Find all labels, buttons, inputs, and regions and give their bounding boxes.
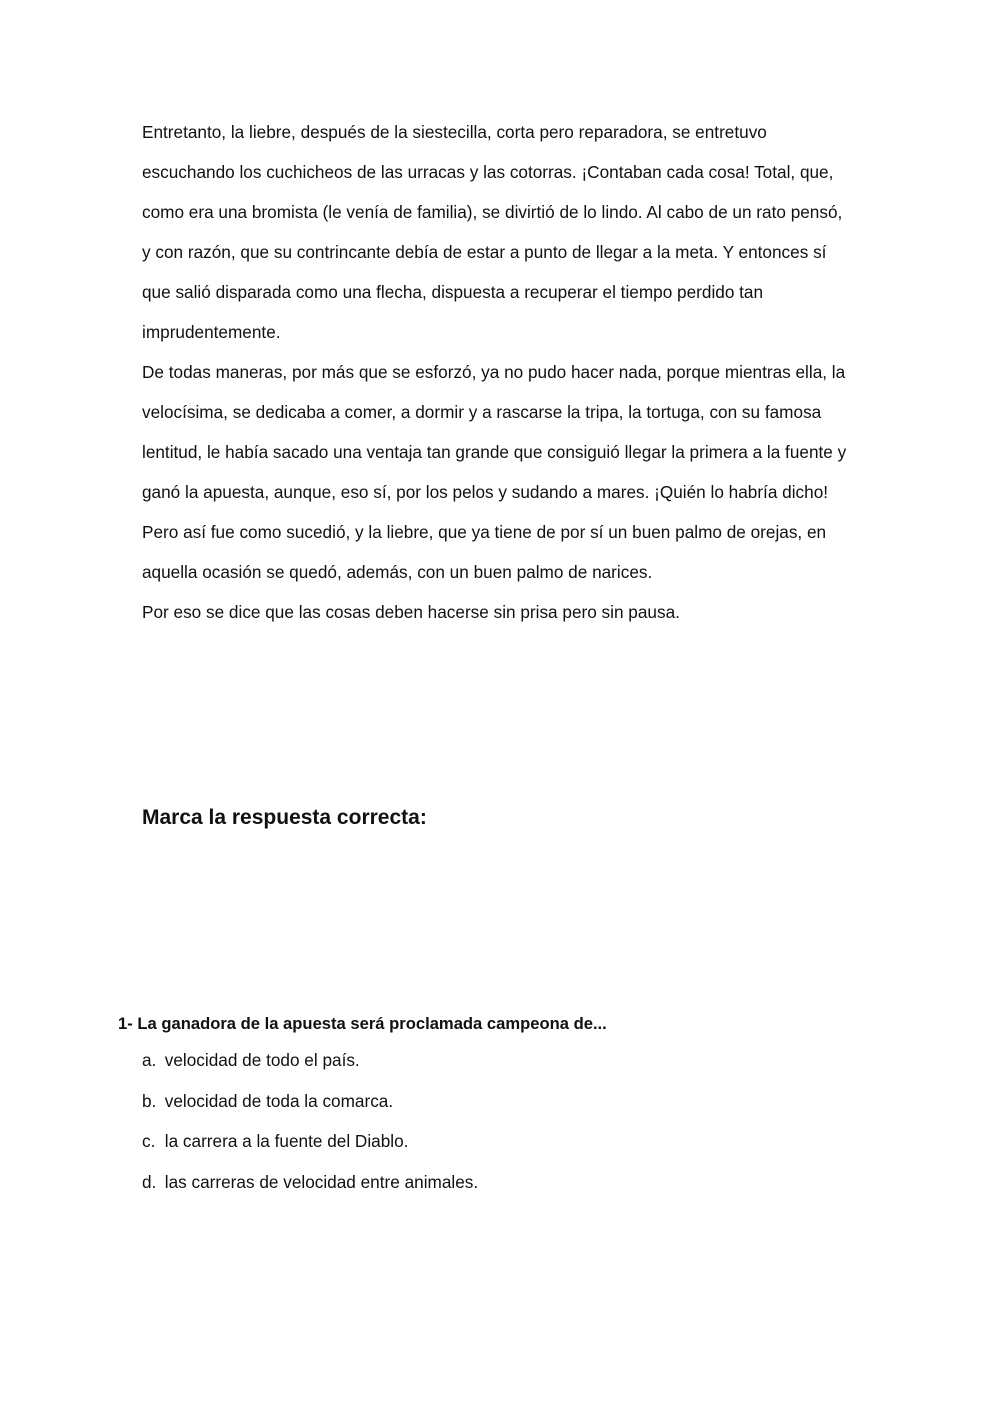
instruction-heading: Marca la respuesta correcta: [142, 806, 427, 829]
option-text: la carrera a la fuente del Diablo. [164, 1131, 409, 1151]
answer-option-a[interactable] [142, 1040, 478, 1081]
option-text: las carreras de velocidad entre animales. [164, 1171, 479, 1192]
story-line: que salió disparada como una flecha, dispuesta a recuperar el tiempo perdido tan [142, 282, 764, 302]
answer-option-b[interactable] [142, 1081, 478, 1122]
option-letter: d. [142, 1171, 157, 1192]
option-letter: a. [142, 1050, 157, 1070]
answer-option-c[interactable] [142, 1121, 478, 1162]
answer-option-d[interactable] [142, 1162, 478, 1203]
option-text: velocidad de todo el país. [164, 1050, 360, 1070]
question-1-label: 1- La ganadora de la apuesta será proclamada campeona de... [118, 1014, 607, 1033]
option-letter: b. [142, 1090, 157, 1111]
option-letter: c. [142, 1131, 156, 1151]
story-line: Pero así fue como sucedió, y la liebre, que ya tiene de por sí un buen palmo de orejas, en [142, 522, 827, 542]
option-text: velocidad de toda la comarca. [164, 1090, 394, 1111]
story-line: y con razón, que su contrincante debía de estar a punto de llegar a la meta. Y entonces sí [142, 242, 827, 262]
story-line: ganó la apuesta, aunque, eso sí, por los pelos y sudando a mares. ¡Quién lo habría dicho! [142, 482, 829, 502]
story-line: como era una bromista (le venía de familia), se divirtió de lo lindo. Al cabo de un rato pensó, [142, 202, 843, 222]
answer-options [142, 1040, 478, 1202]
story-line: velocísima, se dedicaba a comer, a dormir y a rascarse la tripa, la tortuga, con su famosa [142, 402, 822, 422]
story-line: escuchando los cuchicheos de las urracas y las cotorras. ¡Contaban cada cosa! Total, que, [142, 162, 834, 182]
story-line: Por eso se dice que las cosas deben hacerse sin prisa pero sin pausa. [142, 602, 680, 622]
story-line: imprudentemente. [142, 322, 281, 342]
story-line: Entretanto, la liebre, después de la siestecilla, corta pero reparadora, se entretuvo [142, 122, 767, 142]
story-line: De todas maneras, por más que se esforzó, ya no pudo hacer nada, porque mientras ella, la [142, 362, 846, 382]
story-text [142, 112, 922, 632]
story-line: lentitud, le había sacado una ventaja tan grande que consiguió llegar la primera a la fuente y [142, 442, 847, 462]
story-line: aquella ocasión se quedó, además, con un buen palmo de narices. [142, 562, 653, 582]
